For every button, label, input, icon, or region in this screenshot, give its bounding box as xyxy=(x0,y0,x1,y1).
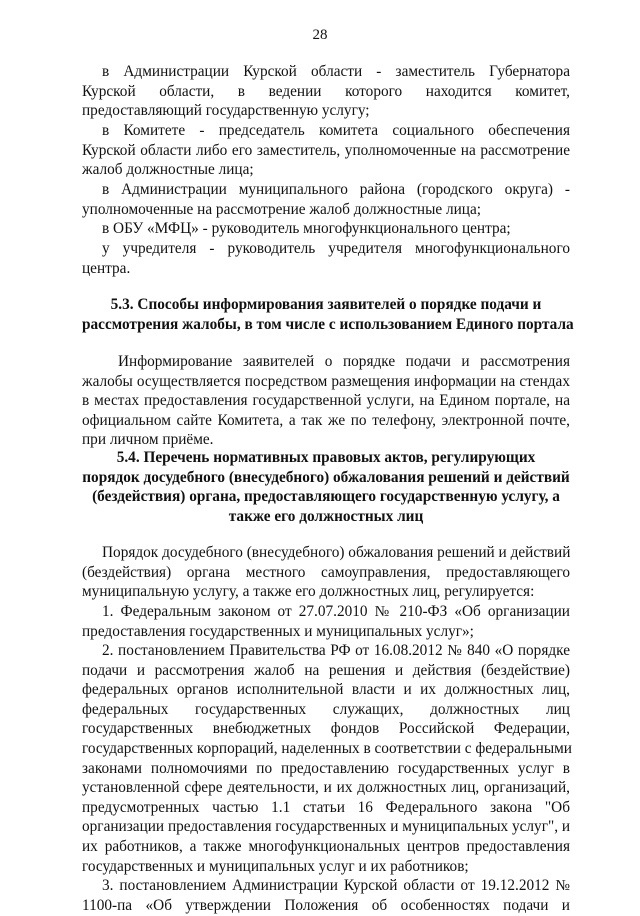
text-line: государственных и муниципальных услуг и их работников; xyxy=(82,857,469,875)
page-number: 28 xyxy=(312,27,328,43)
text-line: в Администрации Курской области - заместитель Губернатора xyxy=(102,63,570,80)
text-line: в Администрации муниципального района (городского округа) - xyxy=(102,181,570,198)
text-line: 3. постановлением Администрации Курской области от 19.12.2012 № xyxy=(102,877,570,894)
heading-line: также его должностных лиц xyxy=(228,507,424,525)
text-line: федеральных органов исполнительной власти и их должностных лиц, xyxy=(82,681,570,699)
text-line: муниципальную услугу, а также его должностных лиц, регулируется: xyxy=(82,583,535,601)
text-line: 1. Федеральным законом от 27.07.2010 № 210-ФЗ «Об организации xyxy=(102,603,570,620)
text-line: организации предоставления государственных и муниципальных услуг", и xyxy=(82,818,571,836)
text-line: Информирование заявителей о порядке подачи и рассмотрения xyxy=(118,353,570,370)
paragraph-committee xyxy=(82,121,570,180)
text-line: Курской области либо его заместитель, уполномоченные на рассмотрение xyxy=(82,141,570,159)
text-line: предусмотренных частью 1.1 статьи 16 Федерального закона "Об xyxy=(82,798,570,816)
text-line: государственных корпораций, наделенных в соответствии с федеральными xyxy=(82,739,572,757)
text-line: при личном приёме. xyxy=(82,431,214,449)
paragraph-mfc xyxy=(82,219,570,239)
text-line: жалоб должностные лица; xyxy=(82,161,254,179)
paragraph-municipal xyxy=(82,180,570,219)
text-line: уполномоченные на рассмотрение жалоб должностные лица; xyxy=(82,200,482,218)
heading-line: (бездействия) органа, предоставляющего государственную услугу, а xyxy=(92,488,560,506)
text-line: центра. xyxy=(82,259,131,277)
paragraph-governor xyxy=(82,62,570,121)
heading-line: 5.4. Перечень нормативных правовых актов, регулирующих xyxy=(116,449,536,466)
heading-line: 5.3. Способы информирования заявителей о порядке подачи и xyxy=(110,296,542,313)
text-line: государственных внебюджетных фондов Российской Федерации, xyxy=(82,720,570,738)
paragraph-founder xyxy=(82,239,570,278)
section-heading-5-3 xyxy=(82,295,574,334)
text-line: предоставления государственных и муниципальных услуг»; xyxy=(82,622,474,640)
text-line: установленной сфере деятельности, и их должностных лиц, организаций, xyxy=(82,779,570,797)
list-item-3-continued xyxy=(82,896,570,914)
list-item-3 xyxy=(82,876,570,896)
list-item-1 xyxy=(82,602,570,641)
paragraph-informing xyxy=(82,352,570,450)
text-line: в ОБУ «МФЦ» - руководитель многофункционального центра; xyxy=(102,220,511,237)
text-line: Порядок досудебного (внесудебного) обжалования решений и действий xyxy=(102,544,571,561)
text-line: жалобы осуществляется посредством размещения информации на стендах xyxy=(82,372,570,390)
heading-line: рассмотрения жалобы, в том числе с использованием Единого портала xyxy=(82,315,574,333)
text-line: официальном сайте Комитета, а так же по телефону, электронной почте, xyxy=(82,411,570,429)
text-line: федеральных государственных служащих, должностных лиц xyxy=(82,700,570,718)
text-line: 2. постановлением Правительства РФ от 16.08.2012 № 840 «О порядке xyxy=(102,642,570,659)
text-line: законами полномочиями по предоставлению государственных услуг в xyxy=(82,759,570,777)
section-heading-5-4 xyxy=(82,448,570,526)
text-line: 1100-па «Об утверждении Положения об особенностях подачи и xyxy=(82,897,570,914)
text-line: у учредителя - руководитель учредителя многофункционального xyxy=(102,240,570,257)
paragraph-procedure xyxy=(82,543,570,602)
text-line: (бездействия) органа местного самоуправления, предоставляющего xyxy=(82,563,570,581)
text-line: в Комитете - председатель комитета социального обеспечения xyxy=(102,122,570,139)
text-line: предоставляющий государственную услугу; xyxy=(82,102,370,120)
text-line: Курской области, в ведении которого находится комитет, xyxy=(82,82,570,100)
text-line: подачи и рассмотрения жалоб на решения и действия (бездействие) xyxy=(82,661,570,679)
text-line: в местах предоставления государственной услуги, на Едином портале, на xyxy=(82,392,570,410)
list-item-2 xyxy=(82,641,570,876)
text-line: их работников, а также многофункциональных центров предоставления xyxy=(82,837,570,855)
heading-line: порядок досудебного (внесудебного) обжалования решений и действий xyxy=(82,468,570,486)
